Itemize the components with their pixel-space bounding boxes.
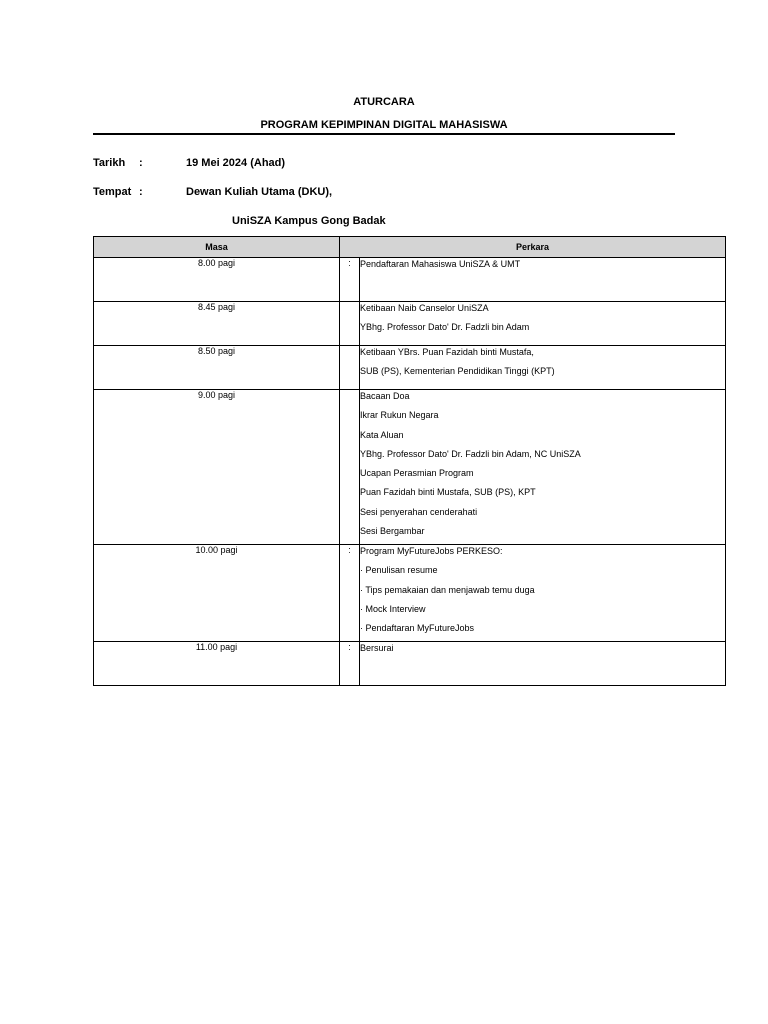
venue-label: Tempat [93,186,132,198]
schedule-item-line: Bacaan Doa [360,391,410,401]
schedule-item-line: Ketibaan YBrs. Puan Fazidah binti Mustafa, [360,347,534,357]
venue-line-1: Dewan Kuliah Utama (DKU), [186,186,333,198]
schedule-item-line: Program MyFutureJobs PERKESO: [360,546,503,556]
schedule-item-line: Puan Fazidah binti Mustafa, SUB (PS), KPT [360,487,536,498]
schedule-item-line: Sesi penyerahan cenderahati [360,506,478,517]
schedule-row [94,346,726,390]
schedule-time: 9.00 pagi [94,390,340,545]
schedule-colon [340,346,360,390]
schedule-row [94,545,726,642]
schedule-colon [340,390,360,545]
schedule-colon: : [340,642,360,686]
schedule-item-line: · Tips pemakaian dan menjawab temu duga [360,584,535,595]
schedule-row [94,390,726,545]
schedule-items [360,302,726,346]
date-value: 19 Mei 2024 (Ahad) [186,157,286,169]
schedule-items [360,390,726,545]
schedule-item-line: · Penulisan resume [360,565,438,576]
schedule-colon: : [340,545,360,642]
schedule-time: 8.45 pagi [94,302,340,346]
schedule-item-line: Sesi Bergambar [360,526,425,537]
schedule-items [360,642,726,686]
schedule-row [94,258,726,302]
date-colon: : [139,157,143,169]
schedule-table [93,236,726,686]
title-divider [93,133,675,135]
schedule-time: 11.00 pagi [94,642,340,686]
date-label: Tarikh [93,157,126,169]
header-items: Perkara [340,237,726,258]
document-subtitle: PROGRAM KEPIMPINAN DIGITAL MAHASISWA [260,119,508,131]
schedule-row [94,642,726,686]
schedule-time: 8.00 pagi [94,258,340,302]
schedule-items [360,258,726,302]
schedule-item-line: Pendaftaran Mahasiswa UniSZA & UMT [360,259,521,269]
schedule-item-line: Ucapan Perasmian Program [360,468,474,479]
schedule-items [360,545,726,642]
venue-line-2: UniSZA Kampus Gong Badak [232,215,386,227]
header-time: Masa [94,237,340,258]
schedule-item-line: YBhg. Professor Dato' Dr. Fadzli bin Adam, NC UniSZA [360,448,581,459]
schedule-item-line: Ketibaan Naib Canselor UniSZA [360,303,489,313]
schedule-item-line: · Mock Interview [360,603,426,614]
schedule-header-row [94,237,726,258]
schedule-item-line: SUB (PS), Kementerian Pendidikan Tinggi (KPT) [360,366,555,377]
schedule-colon: : [340,258,360,302]
schedule-item-line: · Pendaftaran MyFutureJobs [360,623,475,634]
schedule-time: 10.00 pagi [94,545,340,642]
schedule-item-line: Bersurai [360,643,394,653]
schedule-row [94,302,726,346]
venue-colon: : [139,186,143,198]
schedule-item-line: YBhg. Professor Dato' Dr. Fadzli bin Adam [360,322,530,333]
document-title: ATURCARA [353,96,415,108]
schedule-colon [340,302,360,346]
schedule-items [360,346,726,390]
schedule-item-line: Kata Aluan [360,429,404,440]
schedule-time: 8.50 pagi [94,346,340,390]
schedule-item-line: Ikrar Rukun Negara [360,410,439,421]
